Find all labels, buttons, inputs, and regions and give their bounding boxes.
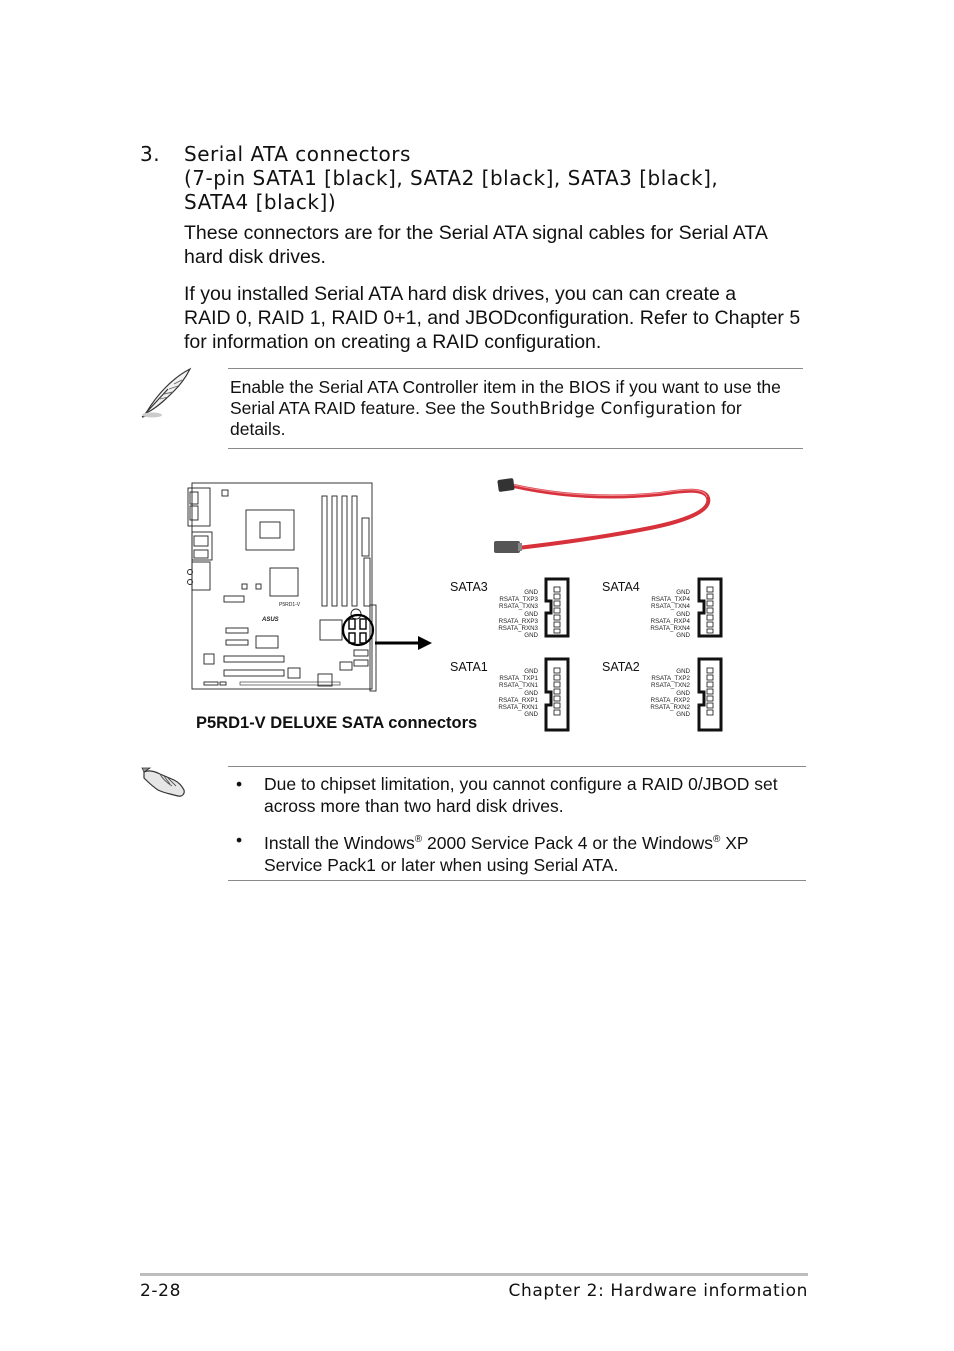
warning-line (264, 829, 808, 854)
warning-bullet (228, 829, 808, 876)
pin-label: GND (676, 589, 690, 596)
southbridge-config-reference: SouthBridge Configuration (490, 399, 717, 418)
section-title-line: Serial ATA connectors (184, 142, 411, 166)
pin-label: RSATA_RXP3 (498, 617, 538, 625)
sata-figure (180, 470, 780, 740)
warning-list (228, 773, 808, 888)
sata4-label: SATA4 (602, 580, 640, 594)
sata2-pin-list (632, 668, 690, 718)
board-logo: ASUS (262, 617, 279, 623)
sata1-label: SATA1 (450, 660, 488, 674)
sata1-pin-list (480, 668, 538, 718)
section-heading (140, 142, 840, 218)
pin-label: RSATA_RXN1 (498, 704, 538, 712)
sata4-pin-list (632, 589, 690, 639)
section-title (184, 142, 718, 214)
registered-mark: ® (414, 834, 423, 845)
paragraph-line: RAID 0, RAID 1, RAID 0+1, and JBODconfiguration. Refer to Chapter 5 (184, 307, 801, 329)
warning-top-rule (228, 766, 806, 767)
section-title-line: SATA4 [black]) (184, 190, 337, 214)
chapter-title: Chapter 2: Hardware information (508, 1281, 808, 1301)
figure-caption: P5RD1-V DELUXE SATA connectors (196, 714, 478, 732)
note-bottom-rule (228, 448, 803, 449)
sata3-pin-list (480, 589, 538, 639)
board-model-label: P5RD1-V (279, 602, 301, 608)
warning-text: 2000 Service Pack 4 or the Windows (422, 833, 713, 853)
note-line-text: Serial ATA RAID feature. See the (230, 398, 491, 418)
sata-cable-image (494, 478, 708, 553)
pin-label: RSATA_RXP4 (650, 617, 690, 625)
note-line: Enable the Serial ATA Controller item in the BIOS if you want to use the (230, 377, 781, 397)
pin-label: GND (676, 689, 690, 697)
section-title-line: (7-pin SATA1 [black], SATA2 [black], SATA3 [black], (184, 166, 719, 190)
pin-label: RSATA_TXN1 (499, 682, 538, 690)
pin-label: GND (524, 589, 538, 596)
note-top-rule (228, 368, 803, 369)
sata3-label: SATA3 (450, 580, 488, 594)
pin-label: RSATA_TXP4 (651, 596, 690, 604)
paragraph-line: These connectors are for the Serial ATA signal cables for Serial ATA (184, 222, 768, 244)
warning-text: XP (720, 833, 749, 853)
bullet-glyph: • (236, 830, 243, 850)
page-number: 2-28 (140, 1281, 181, 1301)
pin-label: GND (524, 610, 538, 618)
sata2-label: SATA2 (602, 660, 640, 674)
pin-label: RSATA_TXN2 (651, 682, 690, 690)
pin-label: RSATA_RXN2 (650, 704, 690, 712)
paragraph-line: hard disk drives. (184, 246, 326, 268)
warning-line: across more than two hard disk drives. (264, 796, 564, 816)
warning-text: Install the Windows (264, 833, 415, 853)
pin-label: RSATA_TXP3 (499, 596, 538, 604)
pin-label: GND (524, 711, 538, 719)
motherboard-diagram (188, 483, 377, 691)
pin-label: RSATA_RXP2 (650, 696, 690, 704)
pin-label: GND (524, 689, 538, 697)
arrow-icon (375, 636, 432, 650)
pin-label: RSATA_TXP1 (499, 675, 538, 683)
note-text (230, 377, 805, 440)
paragraph-raid (184, 282, 824, 354)
pin-label: GND (676, 668, 690, 675)
paragraph-intro (184, 221, 824, 269)
warning-line: Service Pack1 or later when using Serial ATA. (264, 855, 619, 875)
pin-label: RSATA_RXP1 (498, 696, 538, 704)
pin-label: GND (676, 632, 690, 640)
feather-pen-icon (138, 365, 198, 420)
warning-bullet (228, 773, 808, 817)
bullet-glyph: • (236, 774, 243, 794)
pin-label: RSATA_RXN3 (498, 625, 538, 633)
warning-line: Due to chipset limitation, you cannot configure a RAID 0/JBOD set (264, 774, 778, 794)
pin-label: GND (524, 668, 538, 675)
note-line (230, 398, 805, 419)
paragraph-line: If you installed Serial ATA hard disk drives, you can can create a (184, 283, 737, 305)
pin-label: GND (524, 632, 538, 640)
pin-label: GND (676, 610, 690, 618)
section-number: 3. (140, 142, 161, 166)
pointing-hand-icon (140, 762, 190, 802)
paragraph-line: for information on creating a RAID configuration. (184, 331, 602, 353)
pin-label: RSATA_TXN4 (651, 603, 690, 611)
footer-rule (140, 1273, 808, 1276)
pin-label: GND (676, 711, 690, 719)
pin-label: RSATA_TXN3 (499, 603, 538, 611)
pin-label: RSATA_TXP2 (651, 675, 690, 683)
registered-mark: ® (712, 834, 721, 845)
pin-label: RSATA_RXN4 (650, 625, 690, 633)
note-line: details. (230, 419, 286, 439)
note-line-text: for (716, 398, 742, 418)
warning-bottom-rule (228, 880, 806, 881)
